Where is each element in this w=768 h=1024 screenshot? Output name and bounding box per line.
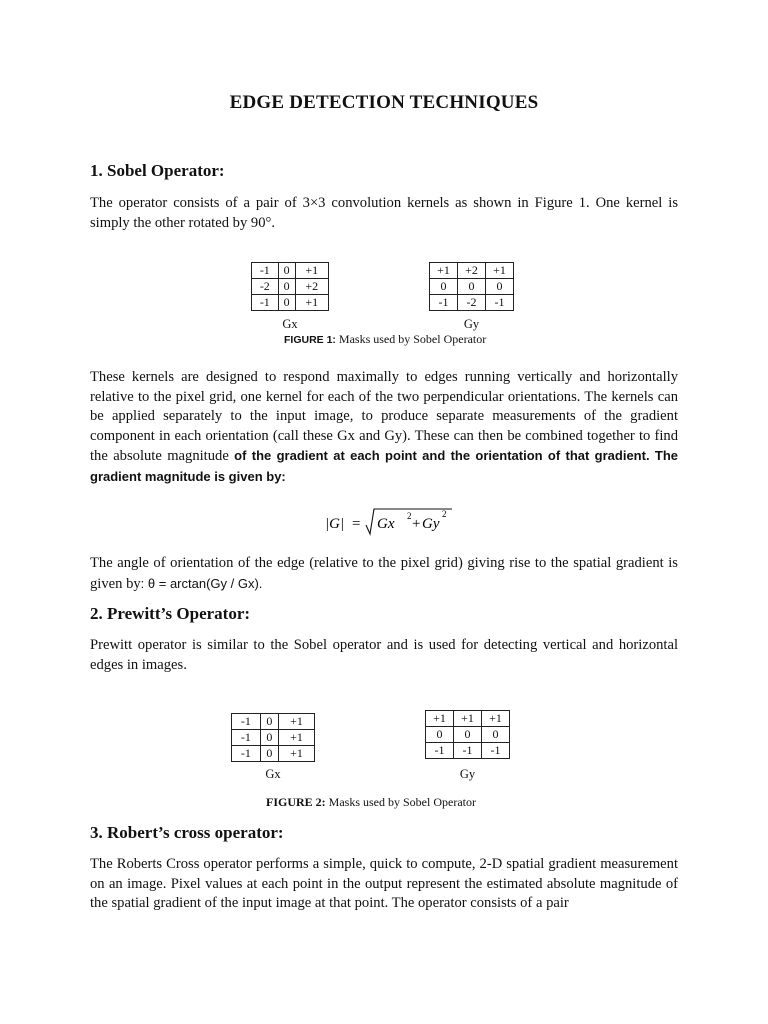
- prewitt-gx-cell: 0: [260, 730, 278, 746]
- prewitt-gx-cell: -1: [232, 730, 261, 746]
- sobel-gx-cell: +1: [295, 295, 328, 311]
- figure-2-caption: [266, 795, 476, 810]
- prewitt-heading: 2. Prewitt’s Operator:: [90, 604, 251, 623]
- sobel-gx-row: [252, 295, 329, 311]
- prewitt-gx-cell: 0: [260, 714, 278, 730]
- prewitt-gy-cell: 0: [426, 727, 454, 743]
- prewitt-gy-cell: 0: [454, 727, 482, 743]
- angle-text-serif: The angle of orientation of the edge (relative to the pixel grid) giving rise to the spatial gradient is given by: [90, 555, 678, 592]
- sobel-gy-cell: -2: [458, 295, 486, 311]
- sobel-gy-cell: 0: [430, 279, 458, 295]
- sobel-heading: 1. Sobel Operator:: [90, 161, 225, 180]
- prewitt-gy-cell: -1: [426, 743, 454, 759]
- gradient-magnitude-formula: [322, 505, 462, 541]
- formula-plus: +: [412, 516, 421, 532]
- sobel-gy-row: [430, 279, 514, 295]
- sobel-description-sans: of the gradient at each point and the orientation of that gradient. The gradient magnitude is given by:: [90, 448, 679, 484]
- prewitt-gy-cell: -1: [454, 743, 482, 759]
- prewitt-gx-row: [232, 714, 315, 730]
- prewitt-intro: Prewitt operator is similar to the Sobel operator and is used for detecting vertical and horizontal edges in images.: [90, 637, 678, 673]
- prewitt-gy-cell: +1: [426, 711, 454, 727]
- prewitt-gy-cell: +1: [454, 711, 482, 727]
- roberts-intro: The Roberts Cross operator performs a simple, quick to compute, 2-D spatial gradient measurement on an image. Pixel values at each point in the output represent the estimated absolute magnitude of the spatial gradient of the input image at that point. The operator consists of a pair: [90, 856, 678, 912]
- formula-gx-exponent: 2: [407, 511, 412, 521]
- sobel-gy-cell: 0: [458, 279, 486, 295]
- prewitt-gx-row: [232, 746, 315, 762]
- prewitt-gx-kernel: [231, 713, 315, 762]
- angle-paragraph: [90, 554, 678, 594]
- prewitt-gy-kernel: [425, 710, 510, 759]
- sobel-intro: The operator consists of a pair of 3×3 convolution kernels as shown in Figure 1. One kernel is simply the other rotated by 90°.: [90, 195, 678, 231]
- sobel-gx-cell: -1: [252, 263, 279, 279]
- formula-lhs: |G|: [325, 516, 345, 532]
- prewitt-gy-label: Gy: [459, 767, 476, 781]
- prewitt-gy-row: [426, 743, 510, 759]
- prewitt-gx-cell: +1: [278, 714, 314, 730]
- angle-formula-text: : θ = arctan(Gy / Gx).: [140, 575, 263, 591]
- sobel-description: [90, 368, 678, 488]
- sobel-gx-cell: -2: [252, 279, 279, 295]
- sobel-gx-row: [252, 279, 329, 295]
- sobel-gy-row: [430, 295, 514, 311]
- prewitt-gx-cell: -1: [232, 746, 261, 762]
- sobel-gy-label: Gy: [463, 317, 480, 331]
- sobel-gy-cell: +1: [486, 263, 514, 279]
- prewitt-gx-cell: 0: [260, 746, 278, 762]
- prewitt-gx-cell: -1: [232, 714, 261, 730]
- formula-gx: Gx: [377, 516, 395, 532]
- sobel-gx-cell: 0: [278, 295, 295, 311]
- figure-2-text: Masks used by Sobel Operator: [325, 795, 476, 809]
- sobel-gy-cell: -1: [486, 295, 514, 311]
- sobel-gx-row: [252, 263, 329, 279]
- figure-2-label: FIGURE 2:: [266, 795, 326, 809]
- sobel-gx-cell: 0: [278, 279, 295, 295]
- prewitt-gy-row: [426, 727, 510, 743]
- sobel-gx-cell: -1: [252, 295, 279, 311]
- sobel-gx-cell: +1: [295, 263, 328, 279]
- prewitt-gx-label: Gx: [265, 767, 281, 781]
- figure-1-text: Masks used by Sobel Operator: [335, 332, 487, 346]
- prewitt-gx-cell: +1: [278, 730, 314, 746]
- figure-1-label: FIGURE 1:: [284, 334, 336, 346]
- formula-gy-exponent: 2: [442, 509, 447, 519]
- formula-equals: =: [352, 516, 361, 532]
- sobel-gx-cell: +2: [295, 279, 328, 295]
- sobel-gx-cell: 0: [278, 263, 295, 279]
- prewitt-gx-row: [232, 730, 315, 746]
- sobel-gx-kernel: [251, 262, 329, 311]
- figure-1-caption: [284, 332, 486, 347]
- prewitt-gy-cell: 0: [482, 727, 510, 743]
- prewitt-gy-cell: +1: [482, 711, 510, 727]
- sobel-description-serif: These kernels are designed to respond maximally to edges running vertically and horizontally relative to the pixel grid, one kernel for each of the two perpendicular orientations. The kernels can be applied separately to the input image, to produce separate measurements of the gradient component in each orientation (call these Gx and Gy). These can then be combined together to find the absolute magnitude: [90, 369, 678, 465]
- sobel-gx-label: Gx: [282, 317, 298, 331]
- sobel-gy-cell: -1: [430, 295, 458, 311]
- formula-gy: Gy: [422, 516, 440, 532]
- sobel-gy-row: [430, 263, 514, 279]
- page-title: EDGE DETECTION TECHNIQUES: [229, 92, 539, 113]
- roberts-heading: 3. Robert’s cross operator:: [90, 823, 284, 842]
- sobel-gy-kernel: [429, 262, 514, 311]
- sobel-gy-cell: +2: [458, 263, 486, 279]
- sobel-gy-cell: +1: [430, 263, 458, 279]
- sobel-gy-cell: 0: [486, 279, 514, 295]
- prewitt-gx-cell: +1: [278, 746, 314, 762]
- prewitt-gy-row: [426, 711, 510, 727]
- prewitt-gy-cell: -1: [482, 743, 510, 759]
